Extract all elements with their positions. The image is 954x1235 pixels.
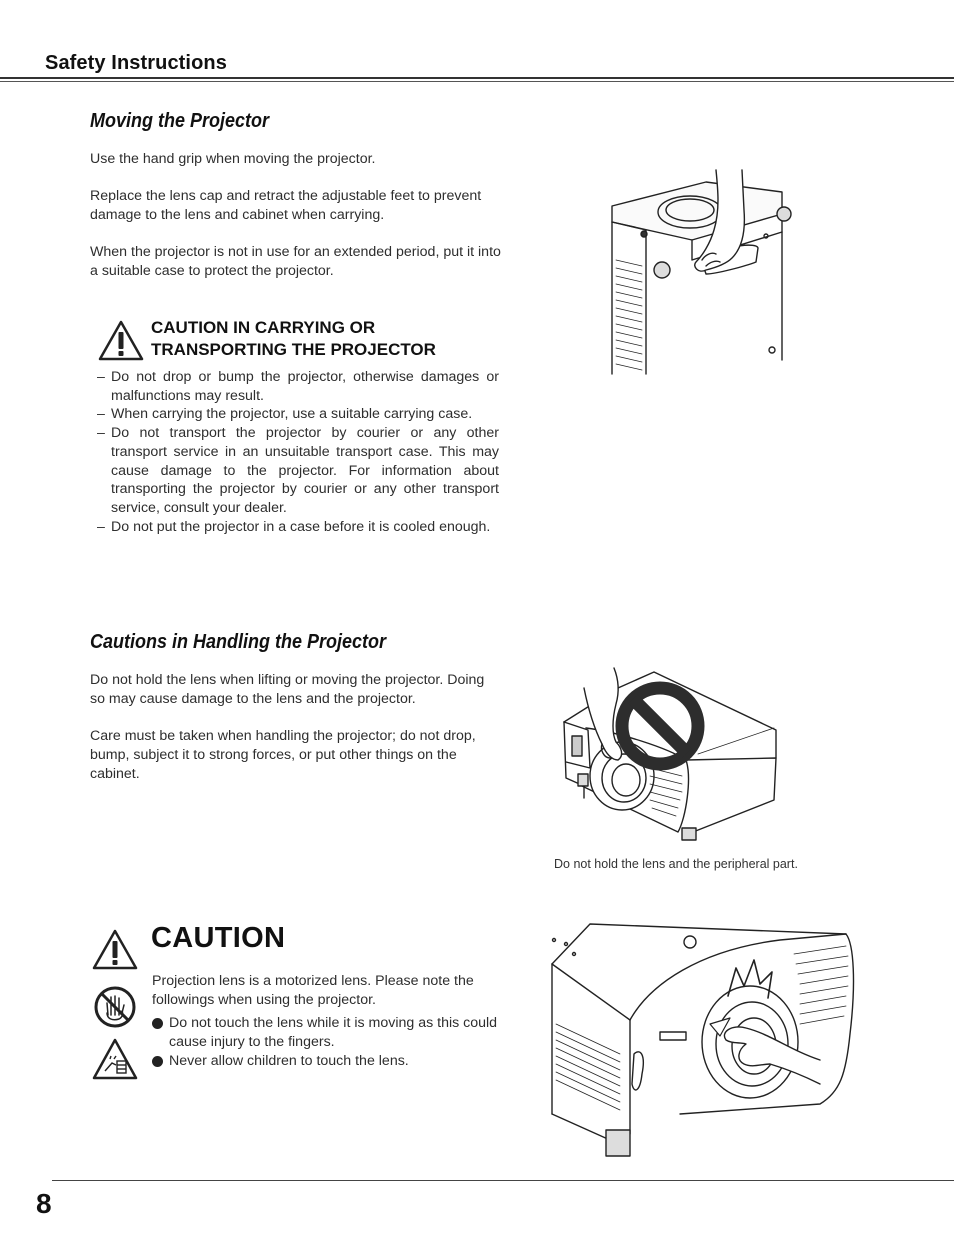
touch-lens-illustration [550, 924, 856, 1160]
prohibition-sign-icon [622, 688, 698, 764]
list-item: Never allow children to touch the lens. [152, 1052, 512, 1071]
carrying-caution-heading-line2: TRANSPORTING THE PROJECTOR [151, 340, 436, 359]
handling-paragraph-1: Do not hold the lens when lifting or moving the projector. Doing so may cause damage to the lens and the projector. [90, 672, 485, 707]
caution-title: CAUTION [151, 922, 286, 954]
handling-paragraph-2: Care must be taken when handling the projector; do not drop, bump, subject it to strong forces, or put other things on the cabinet. [90, 728, 476, 782]
warning-triangle-icon [98, 319, 144, 361]
carrying-caution-list [97, 368, 499, 536]
illustration-caption: Do not hold the lens and the peripheral part. [554, 857, 798, 871]
list-item: – Do not drop or bump the projector, otherwise damages or malfunctions may result. [97, 369, 499, 404]
projector-carry-illustration [606, 170, 806, 380]
footer-rule [52, 1180, 954, 1181]
caution-bullet-list [152, 1014, 512, 1071]
carrying-caution-heading [151, 317, 521, 361]
list-item: Do not touch the lens while it is moving as this could cause injury to the fingers. [152, 1014, 512, 1052]
warning-triangle-icon [92, 928, 138, 970]
section-title-handling: Cautions in Handling the Projector [90, 631, 387, 653]
section-title-moving: Moving the Projector [90, 110, 270, 132]
list-item: – Do not transport the projector by courier or any other transport service in an unsuitable transport case. This may cause damage to the projector. For information about transporting the projector by courier or any other transport service, consult your dealer. [97, 425, 499, 516]
no-touch-hand-icon [93, 985, 137, 1029]
page-number: 8 [36, 1188, 52, 1219]
list-item: – Do not put the projector in a case before it is cooled enough. [97, 518, 491, 535]
page-header-title: Safety Instructions [45, 52, 227, 74]
no-hold-lens-illustration [558, 668, 778, 848]
moving-paragraph-3: When the projector is not in use for an extended period, put it into a suitable case to protect the projector. [90, 244, 501, 279]
bullet-icon [152, 1056, 163, 1067]
moving-paragraph-2: Replace the lens cap and retract the adjustable feet to prevent damage to the lens and cabinet when carrying. [90, 188, 482, 223]
carrying-caution-heading-line1: CAUTION IN CARRYING OR [151, 318, 376, 337]
header-rule-thick [0, 77, 954, 79]
moving-paragraph-1: Use the hand grip when moving the projector. [90, 151, 376, 167]
pinch-hazard-icon [92, 1037, 138, 1081]
list-item: – When carrying the projector, use a suitable carrying case. [97, 406, 473, 423]
header-rule-thin [0, 81, 954, 82]
bullet-icon [152, 1018, 163, 1029]
caution-intro: Projection lens is a motorized lens. Please note the followings when using the projector. [152, 973, 474, 1008]
